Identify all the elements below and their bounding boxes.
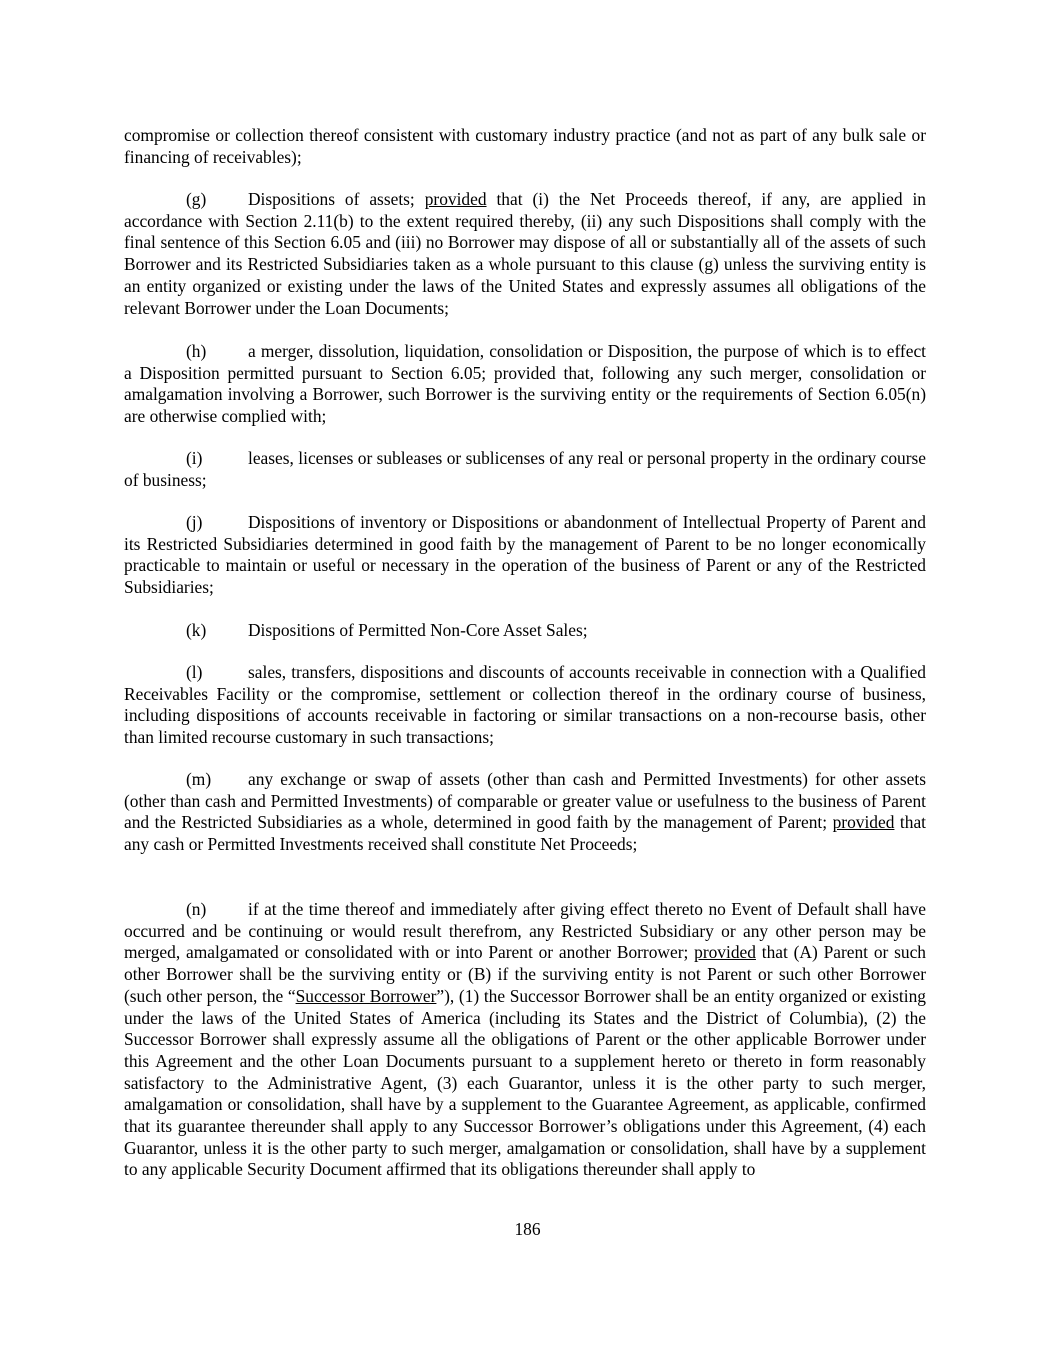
clause-label: (m): [186, 769, 212, 789]
clause-n: (n) if at the time thereof and immediately after giving effect thereto no Event of Default shall have occurred and be continuing or would result therefrom, any Restricted Subsidiary or any other person may be merged, amalgamated or consolidated with or into Parent or another Borrower; provided that (A) Parent or such other Borrower shall be the surviving entity or (B) if the surviving entity is not Parent or such other Borrower (such other person, the “Successor Borrower”), (1) the Successor Borrower shall be an entity organized or existing under the laws of the United States of America (including its States and the District of Columbia), (2) the Successor Borrower shall expressly assume all the obligations of Parent or the other applicable Borrower under this Agreement and the other Loan Documents pursuant to a supplement hereto or thereto in form reasonably satisfactory to the Administrative Agent, (3) each Guarantor, unless it is the other party to such merger, amalgamation or consolidation, shall have by a supplement to the Guarantee Agreement, as applicable, confirmed that its guarantee thereunder shall apply to any Successor Borrower’s obligations under this Agreement, (4) each Guarantor, unless it is the other party to such merger, amalgamation or consolidation, shall have by a supplement to any applicable Security Document affirmed that its obligations thereunder shall apply to: [124, 899, 926, 1180]
page-number: 186: [514, 1219, 541, 1239]
provided-term: provided: [424, 189, 487, 209]
clause-j: (j) Dispositions of inventory or Dispositions or abandonment of Intellectual Property of Parent and its Restricted Subsidiaries determined in good faith by the management of Parent to be no longer economically practicable to maintain or useful or necessary in the operation of the business of Parent or any of the Restricted Subsidiaries;: [124, 512, 926, 598]
clause-label: (n): [186, 899, 207, 919]
clause-label: (i): [186, 448, 203, 468]
clause-label: (j): [186, 512, 203, 532]
clause-label: (k): [186, 620, 207, 640]
provided-term: provided: [832, 812, 895, 833]
clause-i: (i) leases, licenses or subleases or sublicenses of any real or personal property in the ordinary course of business;: [124, 448, 926, 490]
clause-label: (g): [186, 189, 207, 209]
clause-k: (k) Dispositions of Permitted Non-Core Asset Sales;: [186, 620, 588, 640]
clause-label: (l): [186, 662, 203, 682]
clause-m: (m) any exchange or swap of assets (other than cash and Permitted Investments) for other assets (other than cash and Permitted Investments) of comparable or greater value or usefulness to the business of Parent and the Restricted Subsidiaries as a whole, determined in good faith by the management of Parent; provided that any cash or Permitted Investments received shall constitute Net Proceeds;: [124, 769, 927, 855]
provided-term: provided: [694, 942, 756, 963]
clause-h: (h) a merger, dissolution, liquidation, consolidation or Disposition, the purpose of which is to effect a Disposition permitted pursuant to Section 6.05; provided that, following any such merger, consolidation or amalgamation involving a Borrower, such Borrower is the surviving entity or the requirements of Section 6.05(n) are otherwise complied with;: [124, 341, 926, 427]
successor-borrower-term: Successor Borrower: [295, 985, 437, 1006]
clause-label: (h): [186, 341, 207, 361]
clause-l: (l) sales, transfers, dispositions and discounts of accounts receivable in connection with a Qualified Receivables Facility or the compromise, settlement or collection thereof in the ordinary course of business, including dispositions of accounts receivable in factoring or similar transactions on a non-recourse basis, other than limited recourse customary in such transactions;: [124, 662, 926, 748]
continuation-paragraph: compromise or collection thereof consistent with customary industry practice (and not as part of any bulk sale or financing of receivables);: [124, 125, 926, 167]
clause-g: (g) Dispositions of assets; provided that (i) the Net Proceeds thereof, if any, are applied in accordance with Section 2.11(b) to the extent required thereby, (ii) any such Dispositions shall comply with the final sentence of this Section 6.05 and (iii) no Borrower may dispose of all or substantially all of the assets of such Borrower and its Restricted Subsidiaries taken as a whole pursuant to this clause (g) unless the surviving entity is an entity organized or existing under the laws of the United States and expressly assumes all obligations of the relevant Borrower under the Loan Documents;: [124, 189, 927, 318]
